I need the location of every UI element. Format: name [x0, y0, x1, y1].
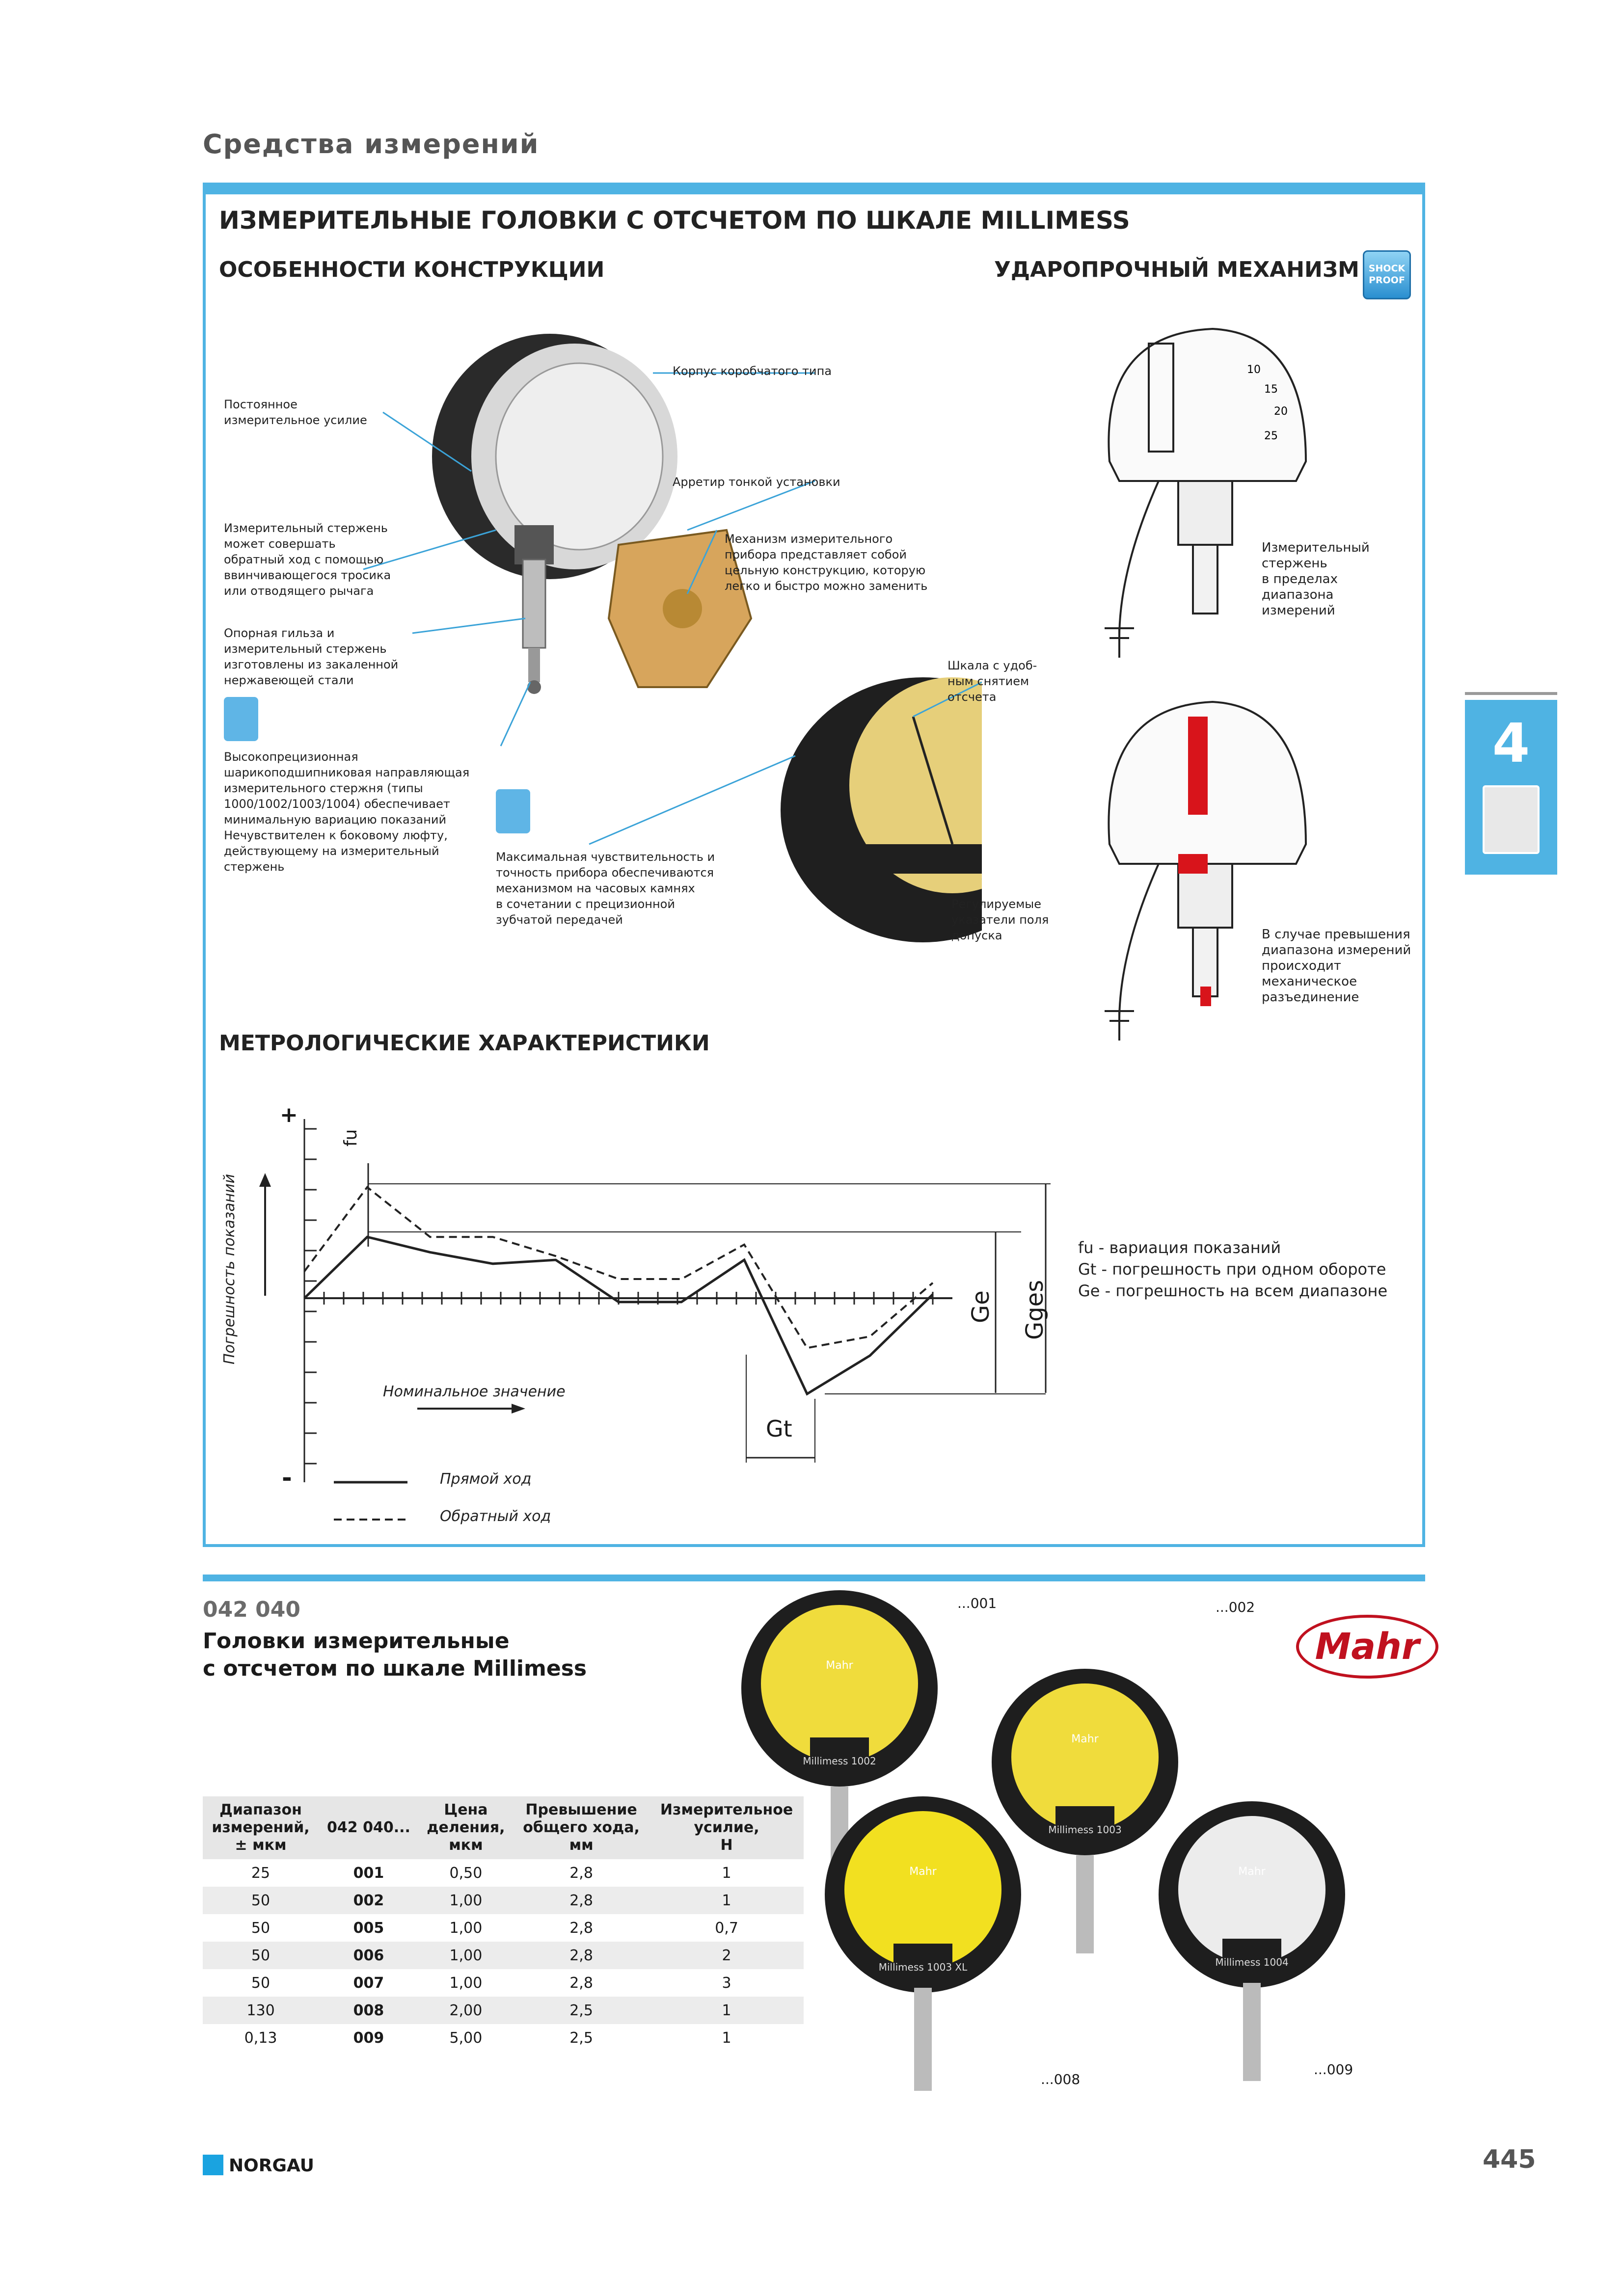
cell: 2,8 [513, 1887, 649, 1914]
cell: 3 [722, 1974, 731, 1992]
cell-article: 005 [353, 1919, 384, 1937]
variant-label-008: ...008 [1041, 2071, 1081, 2087]
label-bearing: Высокопрецизионная шарикоподшипниковая направляющая измерительного стержня (типы 1000/1002/1003/1004) обеспечивает минимальную вариацию показаний Нечувствителен к боковому люфту, действующему на измерительный стержень [224, 750, 470, 874]
cell: 0,7 [715, 1919, 738, 1937]
title-bar [203, 183, 1425, 194]
product-name-line2: с отсчетом по шкале Millimess [203, 1656, 587, 1681]
definition-fu: fu - вариация показаний [1078, 1238, 1281, 1257]
cell: 1,00 [419, 1887, 513, 1914]
dial-model-1004: Millimess 1004 [1215, 1956, 1289, 1968]
product-code: 042 040 [203, 1597, 301, 1622]
cell: 2,8 [569, 1974, 593, 1992]
table-row [203, 2024, 804, 2052]
shock-dial-num-20: 20 [1274, 405, 1288, 418]
shock-label-top: Измерительный стержень в пределах диапазона измерений [1262, 540, 1370, 618]
col-overtravel: Превышение общего хода, мм [513, 1796, 649, 1859]
y-axis-label: Погрешность показаний [221, 1174, 238, 1364]
label-fine-lock: Арретир тонкой установки [673, 475, 840, 489]
plus-sign: + [280, 1102, 298, 1127]
cell: 1 [649, 1997, 804, 2024]
cell: 1 [722, 1864, 731, 1882]
cell: 25 [251, 1864, 270, 1882]
cell-article: 002 [319, 1887, 419, 1914]
shock-dial-num-10: 10 [1247, 364, 1261, 376]
cell: 2,8 [569, 1919, 593, 1937]
cell: 2,00 [419, 1997, 513, 2024]
variant-label-009: ...009 [1314, 2061, 1353, 2078]
metrology-chart [211, 1099, 1080, 1541]
table-row [203, 1887, 804, 1914]
cell-article: 001 [353, 1864, 384, 1882]
cell: 1,00 [449, 1919, 483, 1937]
cell: 0,13 [244, 2029, 277, 2047]
mahr-logo: Mahr [1296, 1615, 1438, 1679]
gges-label: Gges [1021, 1280, 1049, 1340]
caliper-icon [1483, 785, 1540, 854]
label-pointers: Регулируемые указатели поля допуска [951, 897, 1049, 942]
label-mechanism: Механизм измерительного прибора представляет собой цельную конструкцию, которую легко и быстро можно заменить [725, 532, 928, 593]
cell-article: 008 [319, 1997, 419, 2024]
shock-dial-num-25: 25 [1264, 430, 1278, 442]
cell: 2,5 [513, 1997, 649, 2024]
x-axis-label: Номинальное значение [383, 1383, 566, 1400]
cell: 0,50 [449, 1864, 483, 1882]
dial-brand-1003xl: Mahr [909, 1866, 937, 1878]
table-row [203, 1969, 804, 1997]
label-housing: Корпус коробчатого типа [673, 364, 832, 378]
table-row [203, 1914, 804, 1942]
col-article: 042 040... [319, 1796, 419, 1859]
dial-model-1002: Millimess 1002 [803, 1755, 876, 1767]
chapter-tab-rule [1465, 692, 1557, 695]
section-header: Средства измерений [203, 129, 540, 160]
shock-heading: УДАРОПРОЧНЫЙ МЕХАНИЗМ [994, 257, 1359, 282]
label-sleeve: Опорная гильза и измерительный стержень изготовлены из закаленной нержавеющей стали [224, 626, 399, 687]
cell-article: 009 [353, 2029, 384, 2047]
shock-label-bottom: В случае превышения диапазона измерений происходит механическое разъединение [1262, 927, 1411, 1005]
cell: 1,00 [419, 1942, 513, 1969]
cell: 50 [251, 1919, 270, 1937]
cell: 2,8 [513, 1942, 649, 1969]
cell: 1 [649, 1887, 804, 1914]
bearing-icon [224, 697, 258, 741]
ge-label: Ge [967, 1290, 995, 1323]
table-row [203, 1942, 804, 1969]
norgau-logo-square [203, 2155, 223, 2175]
label-spindle-retract: Измерительный стержень может совершать обратный ход с помощью ввинчивающегося тросика или отводящего рычага [224, 521, 391, 598]
dial-model-1003xl: Millimess 1003 XL [878, 1961, 968, 1973]
dial-brand-1003: Mahr [1071, 1733, 1099, 1745]
dial-brand-1002: Mahr [826, 1659, 853, 1672]
jewel-icon [496, 789, 530, 833]
series-backward-line [304, 1187, 933, 1348]
cell: 2,8 [569, 1864, 593, 1882]
shock-proof-badge: SHOCK PROOF [1363, 250, 1411, 299]
dial-brand-1004: Mahr [1238, 1866, 1266, 1878]
cell-article: 007 [353, 1974, 384, 1992]
legend-backward: Обратный ход [440, 1508, 551, 1525]
metrology-heading: МЕТРОЛОГИЧЕСКИЕ ХАРАКТЕРИСТИКИ [219, 1031, 710, 1056]
variant-label-001: ...001 [957, 1595, 997, 1611]
cell: 5,00 [449, 2029, 483, 2047]
cell: 50 [251, 1974, 270, 1992]
minus-sign: - [282, 1464, 292, 1492]
cell: 2,5 [569, 2029, 593, 2047]
label-jewels: Максимальная чувствительность и точность прибора обеспечиваются механизмом на часовых камнях в сочетании с прецизионной зубчатой передачей [496, 850, 715, 927]
product-name-line1: Головки измерительные [203, 1629, 510, 1654]
variant-label-002: ...002 [1216, 1599, 1255, 1615]
page-title: ИЗМЕРИТЕЛЬНЫЕ ГОЛОВКИ С ОТСЧЕТОМ ПО ШКАЛЕ MILLIMESS [219, 206, 1130, 235]
shock-dial-num-15: 15 [1264, 383, 1278, 396]
table-row [203, 1997, 804, 2024]
chapter-number: 4 [1492, 712, 1530, 774]
series-forward-line [304, 1237, 933, 1394]
spec-table [203, 1796, 804, 2052]
footer-brand: NORGAU [229, 2156, 314, 2176]
cell: 1 [722, 2029, 731, 2047]
cell: 2 [649, 1942, 804, 1969]
cell-article: 006 [319, 1942, 419, 1969]
cell: 50 [203, 1942, 319, 1969]
cell: 50 [203, 1887, 319, 1914]
col-division: Цена деления, мкм [419, 1796, 513, 1859]
col-range: Диапазон измерений, ± мкм [203, 1796, 319, 1859]
design-heading: ОСОБЕННОСТИ КОНСТРУКЦИИ [219, 257, 605, 282]
col-force: Измерительное усилие, Н [649, 1796, 804, 1859]
table-row [203, 1859, 804, 1887]
gt-label: Gt [766, 1415, 792, 1442]
dial-model-1003: Millimess 1003 [1048, 1824, 1122, 1836]
label-scale: Шкала с удоб- ным снятием отсчета [947, 659, 1037, 704]
cell: 130 [203, 1997, 319, 2024]
fu-label: fu [341, 1129, 361, 1147]
table-header-row [203, 1796, 804, 1859]
cell: 1,00 [449, 1974, 483, 1992]
definition-ge: Ge - погрешность на всем диапазоне [1078, 1281, 1388, 1300]
label-constant-force: Постоянное измерительное усилие [224, 398, 367, 427]
product-images [741, 1590, 1429, 2110]
definition-gt: Gt - погрешность при одном обороте [1078, 1260, 1386, 1279]
section-rule [203, 1575, 1425, 1581]
page-number: 445 [1483, 2145, 1536, 2174]
legend-forward: Прямой ход [440, 1470, 532, 1488]
